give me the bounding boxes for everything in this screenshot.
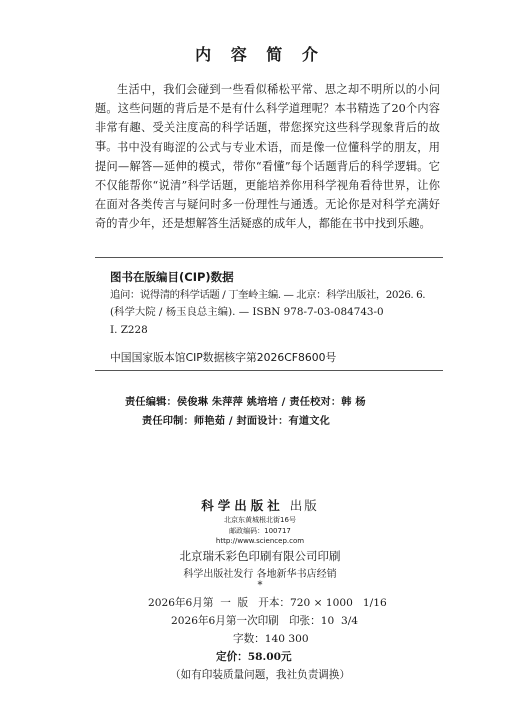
printing-line: 2026年6月第一次印刷 印张：10 3/4 <box>171 615 359 627</box>
cip-line-2: (科学大院 / 杨玉良总主编). — ISBN 978-7-03-084743-0 <box>110 306 384 318</box>
price-line: 定价：58.00元 <box>216 651 292 663</box>
publisher-address: 北京东黄城根北街16号 <box>224 516 296 524</box>
edition-line: 2026年6月第 一 版 开本：720 × 1000 1/16 <box>148 597 387 609</box>
printer-line: 北京瑞禾彩色印刷有限公司印刷 <box>179 549 341 563</box>
credits-production: 责任印制：师艳茹 / 封面设计：有道文化 <box>142 415 330 427</box>
divider-top <box>95 257 443 258</box>
cip-record-number: 中国国家版本馆CIP数据核字第2026CF8600号 <box>110 351 337 364</box>
wordcount-line: 字数：140 300 <box>233 633 309 645</box>
intro-paragraph-1: 生活中，我们会碰到一些看似稀松平常、思之却不明所以的小问题。这些问题的背后是不是有什么科学道理呢？本书精选了20个内容非常有趣、受关注度高的科学话题，带您探究这些科学现象背后的故事。 <box>95 83 440 153</box>
publisher-url: http://www.sciencep.com <box>215 537 305 545</box>
publisher-logo <box>0 496 520 514</box>
distribution-line: 科学出版社发行 各地新华书店经销 <box>183 569 337 580</box>
cip-line-1: 追问：说得清的科学话题 / 丁奎岭主编. — 北京：科学出版社，2026. 6. <box>110 289 426 301</box>
intro-paragraph-2: 书中没有晦涩的公式与专业术语，而是像一位懂科学的朋友，用提问—解答—延伸的模式，带你“看懂”每个话题背后的科学逻辑。它不仅能帮你“说清”科学话题，更能培养你用科学视角看待世界，让你在面对各类传言与疑问时多一份理性与通透。无论你是对科学充满好奇的青少年，还是想解答生活疑惑的成年人，都能在书中找到乐趣。 <box>95 141 440 230</box>
credits-editors: 责任编辑：侯俊琳 朱萍萍 姚培培 / 责任校对：韩 杨 <box>125 396 366 408</box>
cip-line-3: Ⅰ. Z228 <box>110 324 148 336</box>
notice-line: （如有印装质量问题，我社负责调换） <box>170 669 351 681</box>
publisher-suffix: 出版 <box>289 498 319 513</box>
publisher-postcode: 邮政编码：100717 <box>229 527 291 535</box>
divider-bottom <box>95 370 443 371</box>
page-title: 内 容 简 介 <box>195 45 325 64</box>
separator-star: * <box>257 580 263 591</box>
cip-heading: 图书在版编目(CIP)数据 <box>110 270 234 284</box>
publisher-logo-text: 科学出版社 <box>201 498 284 513</box>
